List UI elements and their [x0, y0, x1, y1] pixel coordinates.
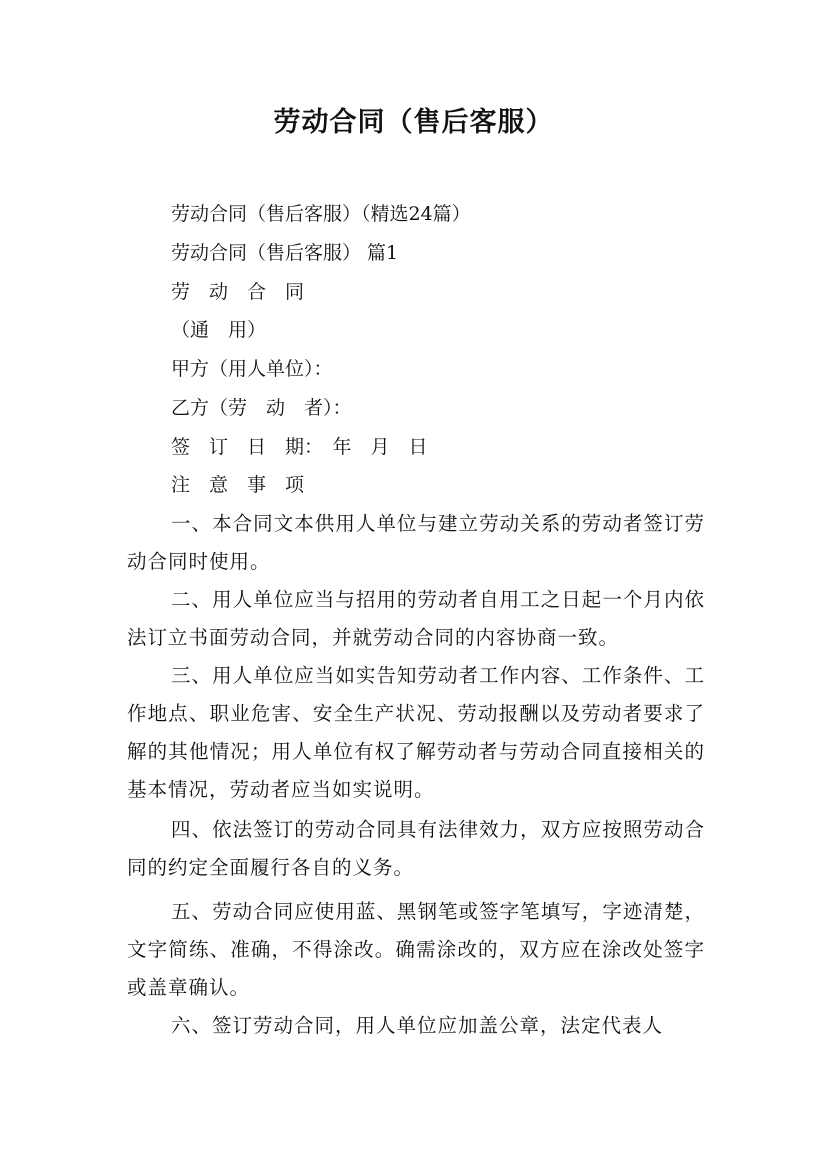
- party-a-line: 甲方（用人单位）：: [171, 358, 333, 380]
- note-paragraph-6: 六、签订劳动合同，用人单位应加盖公章，法定代表人: [171, 1014, 664, 1037]
- note-paragraph-4: 四、依法签订的劳动合同具有法律效力，双方应按照劳动合同的约定全面履行各自的义务。: [127, 818, 705, 879]
- note-paragraph-3: 三、用人单位应当如实告知劳动者工作内容、工作条件、工作地点、职业危害、安全生产状况、劳动报酬以及劳动者要求了解的其他情况；用人单位有权了解劳动者与劳动合同直接相关的基本情况，劳动者应当如实说明。: [127, 664, 705, 801]
- document-title: 劳动合同（售后客服）: [273, 107, 554, 138]
- contract-type: （通 用）: [171, 319, 267, 341]
- note-paragraph-5: 五、劳动合同应使用蓝、黑钢笔或签字笔填写，字迹清楚，文字简练、准确，不得涂改。确需涂改的，双方应在涂改处签字或盖章确认。: [127, 900, 705, 999]
- notes-heading: 注 意 事 项: [171, 474, 305, 496]
- section-heading: 劳动合同（售后客服） 篇1: [171, 242, 399, 264]
- note-paragraph-2: 二、用人单位应当与招用的劳动者自用工之日起一个月内依法订立书面劳动合同，并就劳动合同的内容协商一致。: [127, 588, 705, 649]
- party-b-line: 乙方（劳 动 者）：: [171, 397, 352, 419]
- sign-date-line: 签 订 日 期： 年 月 日: [171, 436, 428, 458]
- note-paragraph-1: 一、本合同文本供用人单位与建立劳动关系的劳动者签订劳动合同时使用。: [127, 512, 705, 573]
- subtitle-line: 劳动合同（售后客服）（精选24篇）: [171, 203, 471, 225]
- contract-heading: 劳 动 合 同: [171, 281, 305, 303]
